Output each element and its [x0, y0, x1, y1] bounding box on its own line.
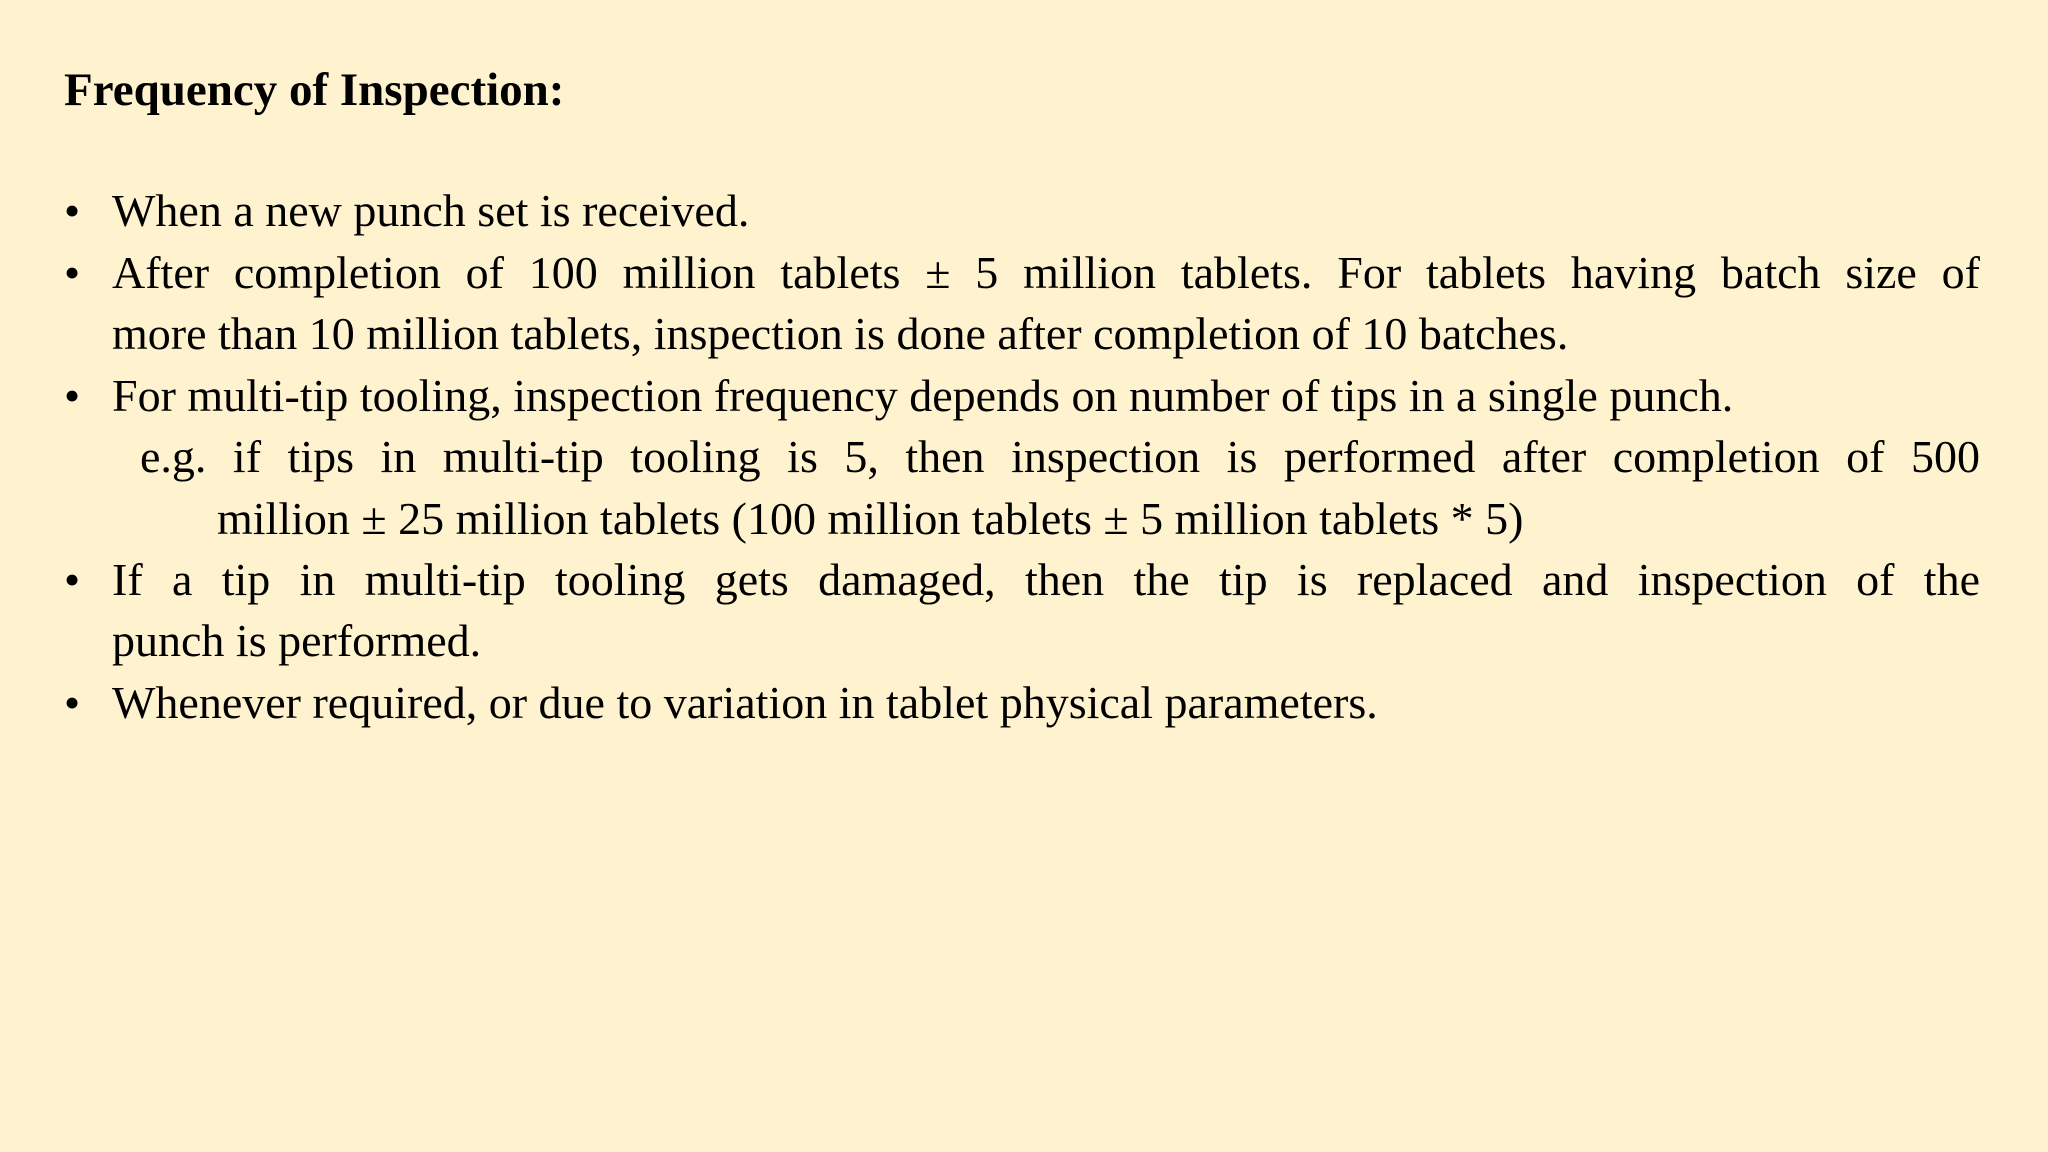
example-text: e.g. if tips in multi-tip tooling is 5, then inspection is performed after completion of 500 — [140, 431, 1980, 482]
list-item-text: If a tip in multi-tip tooling gets damaged, then the tip is replaced and inspection of the — [112, 554, 1980, 605]
bullet-marker: • — [64, 185, 81, 236]
slide-title: Frequency of Inspection: — [64, 64, 565, 116]
bullet-marker: • — [64, 677, 81, 728]
list-item-text: After completion of 100 million tablets ± 5 million tablets. For tablets having batch size of — [112, 247, 1980, 298]
list-item-text: punch is performed. — [112, 615, 482, 666]
list-item-text: Whenever required, or due to variation in tablet physical parameters. — [112, 677, 1378, 728]
list-item-text: more than 10 million tablets, inspection is done after completion of 10 batches. — [112, 308, 1569, 359]
bullet-marker: • — [64, 247, 81, 298]
list-item-text: For multi-tip tooling, inspection frequency depends on number of tips in a single punch. — [112, 370, 1734, 421]
bullet-marker: • — [64, 370, 81, 421]
list-item-text: When a new punch set is received. — [112, 185, 750, 236]
example-text: million ± 25 million tablets (100 million tablets ± 5 million tablets * 5) — [217, 493, 1524, 544]
bullet-marker: • — [64, 554, 81, 605]
